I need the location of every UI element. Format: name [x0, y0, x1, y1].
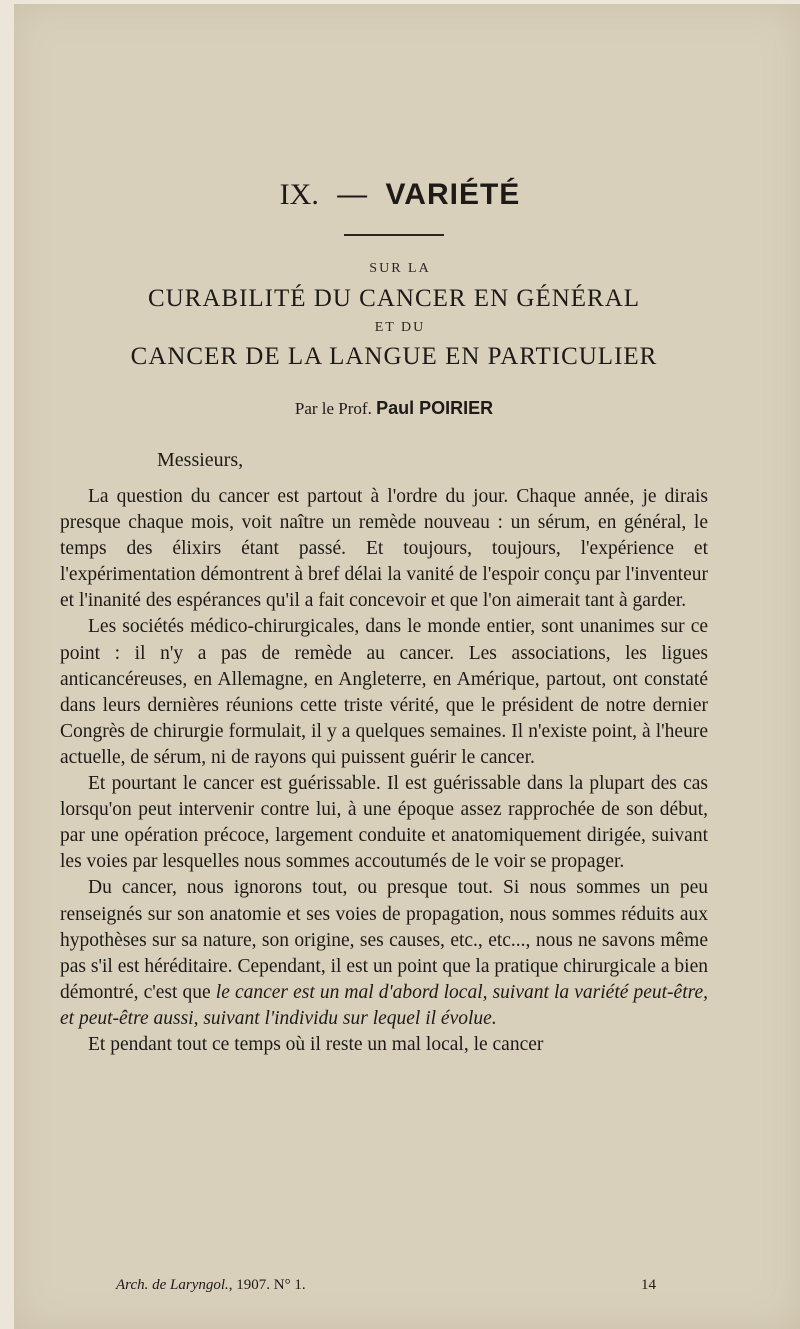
journal-issue: 1907. N° 1.: [236, 1277, 306, 1293]
paragraph-4: [60, 875, 708, 1032]
paragraph-5: Et pendant tout ce temps où il reste un mal local, le cancer: [88, 1033, 544, 1055]
section-title: VARIÉTÉ: [385, 178, 521, 211]
paragraph-2: Les sociétés médico-chirurgicales, dans le monde entier, sont unanimes sur ce point : il n'y a pas de remède au cancer. Les associations, les ligues anticancéreuses, en Allemagne, en Angleterre, en Amérique, partout, ont constaté dans leurs dernières réunions cette triste vérité, que le président de notre dernier Congrès de chirurgie formulait, il y a quelques semaines. Il n'existe point, à l'heure actuelle, de sérum, ni de rayons qui puissent guérir le cancer.: [60, 616, 708, 768]
article-body: [60, 484, 708, 1058]
paragraph-4-italic: le cancer est un mal d'abord local, suivant la variété peut-être, et peut-être aussi, suivant l'individu sur lequel il évolue.: [60, 981, 709, 1029]
author-name: Paul POIRIER: [376, 398, 494, 418]
subtitle-line-3: ET DU: [374, 320, 426, 335]
author-prefix: Par le Prof.: [294, 399, 372, 418]
section-number: IX.: [279, 178, 319, 211]
paragraph-4-text: Du cancer, nous ignorons tout, ou presque tout. Si nous sommes un peu renseignés sur son anatomie et ses voies de propagation, nous sommes réduits aux hypothèses sur sa nature, son origine, ses causes, etc., etc..., nous ne savons même pas s'il est héréditaire. Cependant, il est un point que la pratique chirurgicale a bien démontré, c'est que: [60, 877, 708, 1003]
journal-name: Arch. de Laryngol.,: [116, 1277, 233, 1293]
section-heading: [0, 178, 800, 212]
subtitle-line-1: SUR LA: [369, 261, 431, 276]
page-footer: [116, 1277, 656, 1294]
subtitle-line-2: CURABILITÉ DU CANCER EN GÉNÉRAL: [147, 285, 641, 312]
heading-dash: —: [337, 178, 368, 211]
salutation: Messieurs,: [157, 449, 244, 471]
page-number: 14: [641, 1277, 656, 1293]
paragraph-3: Et pourtant le cancer est guérissable. Il est guérissable dans la plupart des cas lorsqu'on peut intervenir contre lui, à une époque assez rapprochée de son début, par une opération précoce, largement conduite et anatomiquement dirigée, suivant les voies par lesquelles nous sommes accoutumés de le voir se propager.: [60, 773, 708, 873]
subtitle-line-4: CANCER DE LA LANGUE EN PARTICULIER: [130, 343, 658, 370]
author-line: [0, 398, 788, 419]
heading-rule: [344, 234, 444, 236]
paragraph-1: La question du cancer est partout à l'ordre du jour. Chaque année, je dirais presque chaque mois, voit naître un remède nouveau : un sérum, en général, le temps des élixirs étant passé. Et toujours, toujours, l'expérience et l'expérimentation démontrent à bref délai la vanité de l'espoir conçu par l'inventeur et l'inanité des espérances qu'il a fait concevoir et que l'on aimerait tant à garder.: [60, 486, 708, 612]
